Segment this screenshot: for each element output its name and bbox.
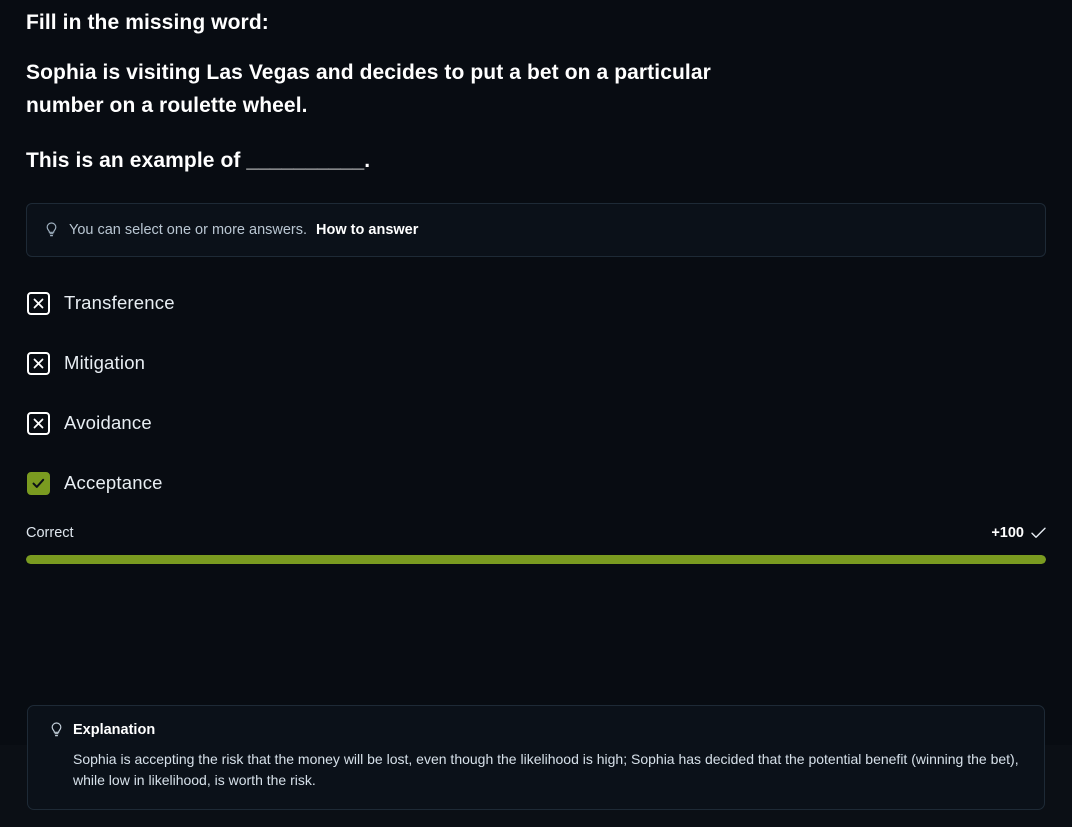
- lightbulb-icon: [48, 721, 64, 739]
- question-body: Sophia is visiting Las Vegas and decides to put a bet on a particular number on a roulette wheel.: [26, 61, 711, 117]
- hint-text: You can select one or more answers.: [69, 222, 308, 239]
- option-label: Mitigation: [64, 352, 146, 374]
- option-label: Avoidance: [64, 412, 152, 434]
- lightbulb-icon: [43, 221, 59, 239]
- progress-bar-fill: [26, 555, 1046, 564]
- explanation-text: Sophia is accepting the risk that the money will be lost, even though the likelihood is high; Sophia has decided that the potential benefit (winning the bet), while low in likelihood, is worth the risk.: [73, 751, 1019, 788]
- option-avoidance[interactable]: [26, 405, 1046, 441]
- score-wrap: [991, 525, 1046, 541]
- explanation-title: Explanation: [73, 722, 156, 738]
- result-status: Correct: [26, 525, 74, 542]
- progress-bar: [26, 555, 1046, 564]
- hint-bar: [26, 203, 1046, 257]
- checkbox-incorrect-icon[interactable]: [27, 352, 50, 375]
- option-label: Transference: [64, 292, 175, 314]
- option-mitigation[interactable]: [26, 345, 1046, 381]
- result-row: [26, 525, 1046, 541]
- option-acceptance[interactable]: [26, 465, 1046, 501]
- question-blank-line: This is an example of __________.: [26, 149, 371, 173]
- checkbox-incorrect-icon[interactable]: [27, 292, 50, 315]
- option-transference[interactable]: [26, 285, 1046, 321]
- answer-options: [26, 285, 1046, 501]
- explanation-panel: [27, 705, 1045, 810]
- explanation-header: [48, 721, 1024, 739]
- option-label: Acceptance: [64, 472, 163, 494]
- checkbox-correct-icon[interactable]: [27, 472, 50, 495]
- question-prompt: Fill in the missing word:: [26, 11, 269, 34]
- checkbox-incorrect-icon[interactable]: [27, 412, 50, 435]
- check-icon: [1031, 527, 1046, 539]
- score-value: +100: [991, 525, 1024, 542]
- how-to-answer-link[interactable]: How to answer: [316, 222, 419, 239]
